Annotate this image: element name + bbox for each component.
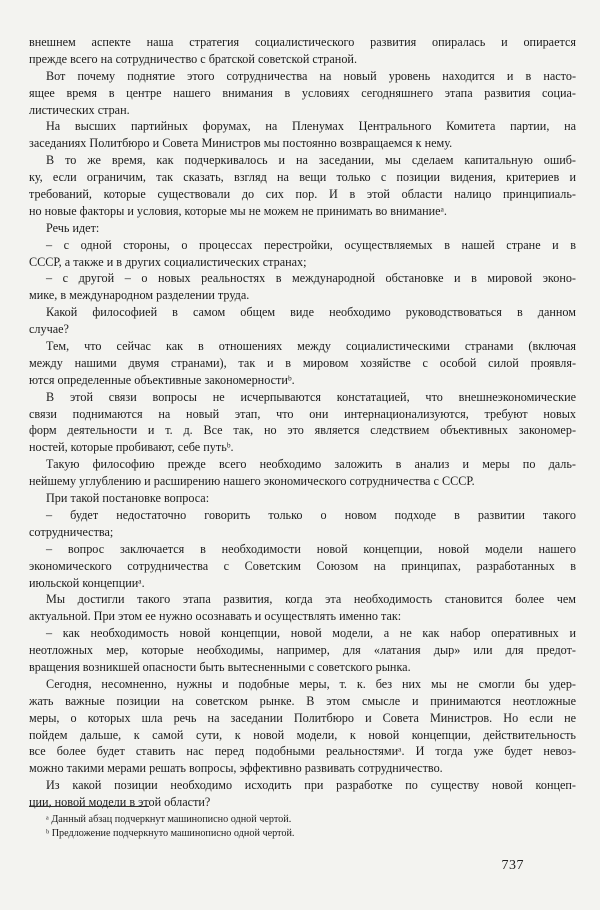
footnote-b: ᵇ Предложение подчеркнуто машинописно одной чертой. xyxy=(46,828,295,839)
text-line: Сегодня, несомненно, нужны и подобные меры, т. к. без них мы не смогли бы удер- xyxy=(46,676,576,691)
text-line: ящее время в центре нашего внимания в условиях сегодняшнего этапа развития социа- xyxy=(29,85,576,100)
text-line: листических стран. xyxy=(29,102,130,117)
text-line: все более будет ставить нас перед подобными реальностямиᵃ. И тогда уже будет невоз- xyxy=(29,744,576,759)
text-line: На высших партийных форумах, на Пленумах Центрального Комитета партии, на xyxy=(46,119,576,134)
footnote-rule xyxy=(29,806,149,807)
text-line: заседаниях Политбюро и Совета Министров мы постоянно возвращаемся к нему. xyxy=(29,136,453,151)
text-line: экономического сотрудничества с Советским Союзом на принципах, разработанных в xyxy=(29,558,576,573)
footnote-a: ᵃ Данный абзац подчеркнут машинописно одной чертой. xyxy=(46,814,292,825)
text-line: можно такими мерами решать вопросы, эффективно развивать сотрудничество. xyxy=(29,761,443,776)
text-line: – с одной стороны, о процессах перестройки, осуществляемых в нашей стране и в xyxy=(46,237,576,252)
text-line: жать важные позиции на советском рынке. В этом смысле и принимаются неотложные xyxy=(29,693,576,708)
text-line: Какой философией в самом общем виде необходимо руководствоваться в данном xyxy=(46,305,576,320)
text-line: Тем, что сейчас как в отношениях между социалистическими странами (включая xyxy=(46,339,576,354)
text-line: между нашими двумя странами), так и в мировом хозяйстве с особой силой проявля- xyxy=(29,355,576,370)
text-line: ку, если ограничим, так сказать, взгляд на вещи только с позиции видения, критериев и xyxy=(29,170,576,185)
text-line: Речь идет: xyxy=(46,220,100,235)
text-line: вращения возникшей опасности быть вытесненными с советского рынка. xyxy=(29,659,411,674)
text-line: Такую философию прежде всего необходимо заложить в анализ и меры по даль- xyxy=(46,457,576,472)
text-line: В то же время, как подчеркивалось и на заседании, мы сделаем капитальную ошиб- xyxy=(46,153,576,168)
text-line: Мы достигли такого этапа развития, когда эта необходимость становится более чем xyxy=(46,592,576,607)
text-line: – вопрос заключается в необходимости новой концепции, новой модели нашего xyxy=(46,541,576,556)
text-line: неотложных мер, которые необходимы, например, для «латания дыр» или для предот- xyxy=(29,643,576,658)
text-line: пойдем дальше, к самой сути, к новой модели, к новой концепции, действительность xyxy=(29,727,576,742)
text-line: ции, новой модели в этой области? xyxy=(29,795,211,810)
text-line: – с другой – о новых реальностях в международной обстановке и в мировой эконо- xyxy=(46,271,576,286)
text-line: но новые факторы и условия, которые мы не можем не принимать во вниманиеᵃ. xyxy=(29,203,447,218)
text-line: ются определенные объективные закономерностиᵇ. xyxy=(29,372,295,387)
text-line: Вот почему поднятие этого сотрудничества на новый уровень находится и в насто- xyxy=(46,68,576,83)
text-line: – как необходимость новой концепции, новой модели, а не как набор оперативных и xyxy=(46,626,576,641)
text-line: форм деятельности и т. д. Все так, но это является следствием объективных закономер- xyxy=(29,423,576,438)
text-line: При такой постановке вопроса: xyxy=(46,491,210,506)
text-line: мике, в международном разделении труда. xyxy=(29,288,250,303)
text-line: требований, которые существовали до сих пор. И в этой области налицо принципиаль- xyxy=(29,187,576,202)
text-line: нейшему углублению и расширению нашего экономического сотрудничества с СССР. xyxy=(29,474,475,489)
text-line: Из какой позиции необходимо исходить при разработке по существу новой концеп- xyxy=(46,778,576,793)
text-line: внешнем аспекте наша стратегия социалистического развития опиралась и опирается xyxy=(29,35,576,49)
text-line: меры, о которых шла речь на заседании Политбюро и Совета Министров. Но если не xyxy=(29,710,576,725)
text-line: прежде всего на сотрудничество с братской советской страной. xyxy=(29,51,357,66)
text-line: актуальной. При этом ее нужно осознавать и осуществлять именно так: xyxy=(29,609,402,624)
page-number: 737 xyxy=(501,858,524,873)
footnotes xyxy=(29,806,576,841)
text-line: июльской концепцииᵃ. xyxy=(29,575,145,590)
document-body xyxy=(29,34,576,811)
text-line: В этой связи вопросы не исчерпываются констатацией, что внешнеэкономические xyxy=(46,389,576,404)
text-line: связи поднимаются на новый этап, что они интернационализуются, требуют новых xyxy=(29,406,576,421)
text-line: ностей, которые пробивают, себе путьᵇ. xyxy=(29,440,234,455)
text-line: случае? xyxy=(29,322,69,337)
text-line: – будет недостаточно говорить только о новом подходе в развитии такого xyxy=(46,507,576,522)
text-line: СССР, а также и в других социалистических странах; xyxy=(29,254,307,269)
text-line: сотрудничества; xyxy=(29,524,114,539)
